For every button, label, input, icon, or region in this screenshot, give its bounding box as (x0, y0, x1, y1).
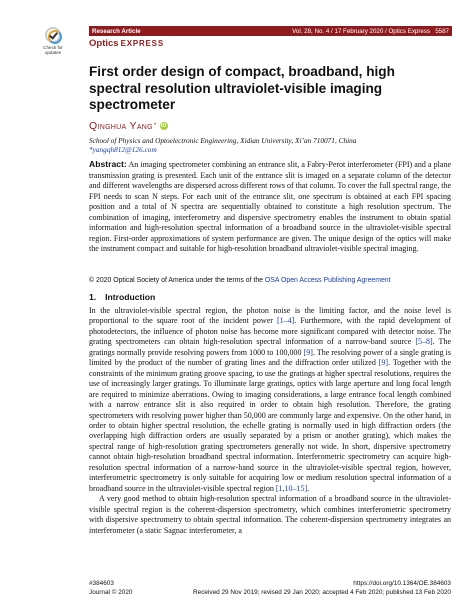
journal-copyright: Journal © 2020 (89, 589, 133, 596)
citation-link[interactable]: [1–4] (276, 316, 295, 326)
citation-link[interactable]: [9] (303, 347, 313, 357)
abstract (89, 159, 451, 255)
author-email[interactable]: *yangqh812@126.com (89, 145, 157, 154)
citation-link[interactable]: [1,10–15] (275, 483, 308, 493)
header-bar (89, 26, 452, 36)
section-heading (89, 292, 155, 302)
section-number: 1. (89, 292, 97, 302)
paragraph-text: . Furthermore, with the rapid development of photodetectors, the influence of photon noise has become more significant compared with detector noise. The grating spectrometers can obtain high-resolution spectral information of a narrow-band source (89, 316, 452, 347)
logo-part-1: Optics (89, 38, 119, 49)
abstract-label: Abstract: (89, 159, 127, 169)
paragraph (89, 494, 451, 536)
author (89, 120, 168, 132)
paragraph-text: . The gratings normally provide resolving powers from 1000 to 100,000 (89, 337, 451, 357)
paragraph-text: . Together with the constraints of the minimum grating groove spacing, to use the gratings at higher spectral resolutions, requires the use of increasingly larger gratings. To illuminate large gratings, optics with large aperture and long focal length are required to minimize aberrations. Owing to imaging considerations, a large entrance focal length combined with a narrow entrance slit is also required in order to obtain high resolution. Therefore, the grating spectrometers with resolving power higher than 50,000 are commonly large and expensive. On the other hand, in order to obtain higher spectral resolution, the echelle grating is normally used in high diffraction orders (the overlapping high diffraction orders are usually separated by a prism or another grating), which makes the spectral range of high-resolution grating spectrometers generally not wide. In short, dispersive spectrometry cannot obtain high-resolution broadband spectral information. Interferometric spectrometry can acquire high-resolution spectral information of a narrow-band source in the ultraviolet-visible spectral region, however, interferometric spectrometry is only suitable for acquiring low or medium resolution spectral information of a broadband source in the ultraviolet-visible spectral region (89, 358, 451, 493)
doi-link[interactable]: https://doi.org/10.1364/OE.384603 (353, 580, 451, 587)
paper-title: First order design of compact, broadband, high spectral resolution ultraviolet-visible imaging spectrometer (89, 64, 395, 112)
author-name[interactable]: Qinghua Yang (89, 120, 153, 132)
article-type: Research Article (92, 27, 141, 35)
check-for-updates-badge[interactable] (34, 27, 72, 55)
check-updates-icon (45, 27, 61, 43)
body-text (89, 306, 451, 536)
copyright-line (89, 277, 451, 284)
paragraph-text: A very good method to obtain high-resolution spectral information of a broadband source in the ultraviolet-visible spectral region is the coherent-dispersion spectrometry, which combines interferometric spectrometry with dispersive spectrometry to obtain spectral information. The coherent-dispersion spectrometry integrates an interferometer (a static Sagnac interferometer, a (89, 494, 451, 535)
footer (89, 579, 451, 597)
paragraph-text: . The resolving power of a single grating is limited by the product of the number of grating lines and the diffraction order utilized (89, 347, 451, 368)
citation-link[interactable]: [9] (378, 358, 389, 368)
journal-logo (89, 38, 164, 49)
paragraph (89, 306, 451, 494)
volume-info (292, 28, 449, 35)
logo-part-2: EXPRESS (120, 39, 164, 48)
orcid-icon[interactable]: iD (160, 123, 167, 129)
citation-link[interactable]: [5–8] (415, 337, 433, 347)
volume-text: Vol. 28, No. 4 / 17 February 2020 / Optics Express (292, 27, 431, 35)
badge-text (43, 45, 63, 55)
copyright-text: © 2020 Optical Society of America under the terms of the (89, 277, 263, 284)
license-link[interactable]: OSA Open Access Publishing Agreement (264, 277, 391, 284)
abstract-text: An imaging spectrometer combining an entrance slit, a Fabry-Perot interferometer (FPI) and a plane transmission grating is presented. Each unit of the entrance slit is imaged on a separate column of the detector and different wavelengths are dispersed across different rows of that column. To cover the full spectral range, the FPI needs to scan N steps. For each unit of the entrance slit, one spectrum is obtained at each FPI spacing position and a total of N spectra are sequentially obtained to constitute a high resolution spectrum. The combination of imaging, interferometry and dispersive spectrometry enables the instrument to obtain spatial information and high-resolution spectral information of a broadband source in the ultraviolet-visible spectral region. First-order approximations of system performance are given. The unique design of the optics will make the instrument compact and suitable for high-resolution broadband ultraviolet-visible spectral imaging. (89, 160, 452, 254)
badge-line-2: updates (44, 50, 62, 55)
section-title: Introduction (105, 292, 156, 302)
page-number: 5587 (435, 27, 449, 35)
badge-line-1: Check for (43, 45, 63, 50)
author-marker: * (153, 123, 157, 129)
paragraph-text: In the ultraviolet-visible spectral region, the photon noise is the limiting factor, and the noise level is proportional to the square root of the incident power (89, 306, 451, 326)
paragraph-text: . (307, 483, 310, 493)
affiliation: School of Physics and Optoelectronic Engineering, Xidian University, Xi’an 710071, China (89, 136, 357, 145)
article-dates: Received 29 Nov 2019; revised 29 Jan 2020; accepted 4 Feb 2020; published 13 Feb 2020 (193, 589, 451, 596)
article-id: #384603 (89, 580, 114, 587)
